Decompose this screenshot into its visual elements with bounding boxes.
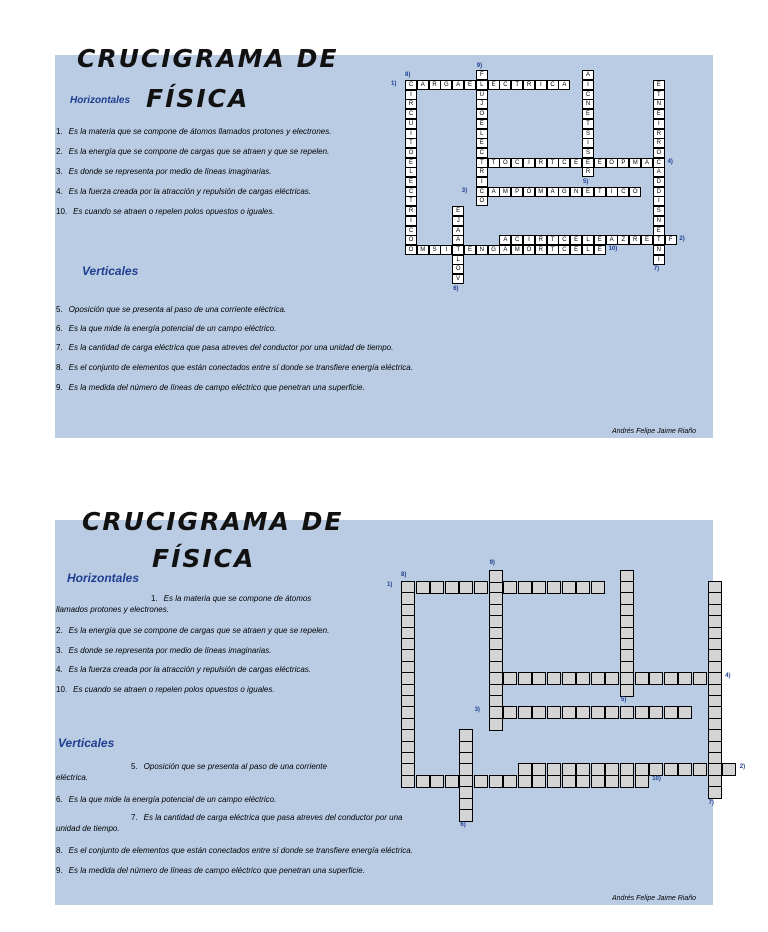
crossword-cell: C bbox=[547, 80, 559, 90]
crossword-cell[interactable] bbox=[401, 775, 415, 788]
crossword-cell: E bbox=[582, 187, 594, 197]
clue-item bbox=[131, 762, 327, 771]
clue-item bbox=[56, 305, 286, 314]
clue-text: Es la energía que se compone de cargas que se atraen y que se repelen. bbox=[68, 147, 330, 156]
crossword-cell: C bbox=[405, 80, 417, 90]
crossword-cell[interactable] bbox=[649, 763, 663, 776]
crossword-cell: R bbox=[476, 167, 488, 177]
crossword-cell: T bbox=[547, 235, 559, 245]
crossword-cell[interactable] bbox=[722, 763, 736, 776]
clue-text: Es la medida del número de líneas de campo eléctrico que penetran una superficie. bbox=[68, 383, 365, 392]
crossword-cell[interactable] bbox=[503, 672, 517, 685]
crossword-cell[interactable] bbox=[664, 672, 678, 685]
crossword-cell: C bbox=[511, 158, 523, 168]
crossword-cell[interactable] bbox=[678, 706, 692, 719]
clue-text: Es cuando se atraen o repelen polos opuestos o iguales. bbox=[73, 207, 275, 216]
crossword-cell: O bbox=[476, 196, 488, 206]
crossword-cell: E bbox=[405, 177, 417, 187]
clue-item bbox=[56, 207, 275, 216]
clue-number-label: 2) bbox=[739, 764, 746, 771]
crossword-cell: N bbox=[476, 245, 488, 255]
crossword-cell: E bbox=[653, 226, 665, 236]
crossword-cell[interactable] bbox=[605, 672, 619, 685]
crossword-cell[interactable] bbox=[532, 775, 546, 788]
crossword-cell: J bbox=[476, 99, 488, 109]
crossword-cell: I bbox=[653, 255, 665, 265]
crossword-cell[interactable] bbox=[503, 706, 517, 719]
crossword-cell: T bbox=[405, 196, 417, 206]
crossword-cell: C bbox=[405, 226, 417, 236]
crossword-cell[interactable] bbox=[562, 581, 576, 594]
crossword-cell[interactable] bbox=[591, 775, 605, 788]
crossword-cell: R bbox=[535, 235, 547, 245]
crossword-cell: N bbox=[653, 245, 665, 255]
crossword-cell[interactable] bbox=[605, 706, 619, 719]
clue-number: 3. bbox=[56, 646, 63, 655]
clue-item bbox=[56, 795, 276, 804]
clue-text: Es la materia que se compone de átomos bbox=[163, 594, 312, 603]
crossword-cell: O bbox=[405, 235, 417, 245]
crossword-cell: L bbox=[582, 245, 594, 255]
crossword-cell: R bbox=[405, 206, 417, 216]
crossword-cell: A bbox=[641, 158, 653, 168]
crossword-cell: C bbox=[617, 187, 629, 197]
crossword-cell: G bbox=[488, 245, 500, 255]
clue-text: Es el conjunto de elementos que están conectados entre sí donde se transfiere energía eléctrica. bbox=[68, 846, 413, 855]
clue-text: Oposición que se presenta al paso de una corriente eléctrica. bbox=[68, 305, 287, 314]
clue-item bbox=[131, 813, 403, 822]
crossword-cell: E bbox=[641, 235, 653, 245]
crossword-cell: F bbox=[476, 70, 488, 80]
crossword-cell: L bbox=[582, 235, 594, 245]
crossword-cell[interactable] bbox=[518, 672, 532, 685]
crossword-cell: E bbox=[476, 119, 488, 129]
clue-item bbox=[56, 846, 413, 855]
crossword-cell: R bbox=[535, 158, 547, 168]
crossword-cell: I bbox=[523, 158, 535, 168]
crossword-cell: I bbox=[405, 216, 417, 226]
crossword-cell: T bbox=[582, 119, 594, 129]
credit: Andrés Felipe Jaime Riaño bbox=[612, 895, 697, 902]
crossword-cell: C bbox=[558, 158, 570, 168]
crossword-cell: V bbox=[452, 274, 464, 284]
crossword-cell: T bbox=[488, 158, 500, 168]
crossword-cell: I bbox=[405, 129, 417, 139]
crossword-cell: E bbox=[488, 80, 500, 90]
crossword-cell: I bbox=[582, 80, 594, 90]
clue-number: 1. bbox=[56, 127, 63, 136]
crossword-cell[interactable] bbox=[532, 581, 546, 594]
clue-number-label: 10) bbox=[652, 775, 661, 782]
crossword-cell: T bbox=[405, 138, 417, 148]
crossword-cell: E bbox=[570, 245, 582, 255]
crossword-cell[interactable] bbox=[591, 706, 605, 719]
crossword-cell[interactable] bbox=[518, 581, 532, 594]
crossword-cell: A bbox=[606, 235, 618, 245]
clue-number-label: 4) bbox=[725, 673, 731, 680]
crossword-cell: C bbox=[582, 90, 594, 100]
clue-number: 4. bbox=[56, 187, 63, 196]
crossword-cell[interactable] bbox=[693, 672, 707, 685]
crossword-cell[interactable] bbox=[430, 775, 444, 788]
clue-item bbox=[56, 147, 329, 156]
crossword-cell: I bbox=[476, 177, 488, 187]
clue-text: Es la cantidad de carga eléctrica que pasa atreves del conductor por una bbox=[143, 813, 403, 822]
crossword-cell: C bbox=[558, 245, 570, 255]
crossword-cell: R bbox=[629, 235, 641, 245]
crossword-cell: R bbox=[653, 138, 665, 148]
clue-number: 10. bbox=[56, 207, 68, 216]
crossword-cell: R bbox=[535, 245, 547, 255]
crossword-cell: T bbox=[594, 187, 606, 197]
crossword-cell: C bbox=[405, 109, 417, 119]
crossword-cell[interactable] bbox=[518, 706, 532, 719]
crossword-cell[interactable] bbox=[576, 775, 590, 788]
crossword-cell: C bbox=[476, 148, 488, 158]
clue-number-label: 7) bbox=[708, 799, 714, 806]
clue-number: 6. bbox=[56, 324, 63, 333]
crossword-cell[interactable] bbox=[547, 672, 561, 685]
clue-item bbox=[56, 167, 271, 176]
crossword-cell[interactable] bbox=[489, 775, 503, 788]
clue-item bbox=[56, 665, 311, 674]
crossword-cell: R bbox=[653, 129, 665, 139]
crossword-cell: E bbox=[452, 206, 464, 216]
crossword-cell: P bbox=[511, 187, 523, 197]
crossword-cell: E bbox=[594, 245, 606, 255]
clue-number-label: 1) bbox=[391, 81, 397, 87]
crossword-cell: S bbox=[653, 206, 665, 216]
crossword-cell[interactable] bbox=[459, 809, 473, 822]
crossword-cell: E bbox=[594, 158, 606, 168]
clue-number: 2. bbox=[56, 147, 63, 156]
crossword-cell: M bbox=[511, 245, 523, 255]
crossword-cell: M bbox=[535, 187, 547, 197]
page-title: CRUCIGRAMA DE bbox=[77, 44, 339, 73]
crossword-cell: C bbox=[558, 235, 570, 245]
crossword-cell: D bbox=[653, 187, 665, 197]
crossword-cell[interactable] bbox=[489, 570, 503, 583]
clue-number-label: 4) bbox=[667, 158, 673, 165]
crossword-cell: N bbox=[653, 216, 665, 226]
crossword-cell[interactable] bbox=[678, 763, 692, 776]
clue-number: 7. bbox=[56, 343, 63, 352]
crossword-cell: C bbox=[499, 80, 511, 90]
crossword-cell: L bbox=[476, 80, 488, 90]
clue-number: 10. bbox=[56, 685, 68, 694]
crossword-cell: S bbox=[582, 148, 594, 158]
horizontales-heading: Horizontales bbox=[70, 95, 131, 106]
crossword-cell[interactable] bbox=[605, 775, 619, 788]
crossword-cell: T bbox=[653, 235, 665, 245]
clue-text-continued: eléctrica. bbox=[56, 773, 89, 782]
crossword-cell: G bbox=[440, 80, 452, 90]
page-title: CRUCIGRAMA DE bbox=[82, 507, 344, 536]
crossword-cell[interactable] bbox=[635, 775, 649, 788]
crossword-cell[interactable] bbox=[532, 672, 546, 685]
crossword-cell: E bbox=[653, 80, 665, 90]
crossword-cell[interactable] bbox=[503, 581, 517, 594]
clue-text: Es la cantidad de carga eléctrica que pasa atreves del conductor por una unidad de tiempo. bbox=[68, 343, 394, 352]
crossword-cell: D bbox=[653, 177, 665, 187]
crossword-cell[interactable] bbox=[620, 706, 634, 719]
clue-number: 5. bbox=[56, 305, 63, 314]
clue-number-label: 8) bbox=[405, 72, 411, 79]
clue-text: Es la medida del número de líneas de campo eléctrico que penetran una superficie. bbox=[68, 866, 365, 875]
clue-text: Oposición que se presenta al paso de una corriente bbox=[143, 762, 327, 771]
clue-number-label: 3) bbox=[474, 707, 480, 714]
crossword-cell: O bbox=[523, 187, 535, 197]
crossword-cell: O bbox=[405, 245, 417, 255]
clue-number-label: 9) bbox=[489, 560, 495, 567]
crossword-cell: C bbox=[653, 158, 665, 168]
crossword-cell: A bbox=[452, 80, 464, 90]
clue-item bbox=[56, 324, 276, 333]
crossword-cell[interactable] bbox=[547, 775, 561, 788]
crossword-cell[interactable] bbox=[576, 706, 590, 719]
crossword-cell[interactable] bbox=[503, 775, 517, 788]
clue-number: 8. bbox=[56, 846, 63, 855]
crossword-cell: G bbox=[558, 187, 570, 197]
crossword-cell[interactable] bbox=[547, 581, 561, 594]
crossword-cell: C bbox=[511, 235, 523, 245]
clue-text: Es la que mide la energía potencial de un campo eléctrico. bbox=[68, 795, 277, 804]
clue-number-label: 8) bbox=[401, 571, 407, 578]
crossword-cell: I bbox=[653, 119, 665, 129]
crossword-cell: O bbox=[523, 245, 535, 255]
crossword-cell: O bbox=[653, 148, 665, 158]
clue-text-continued: unidad de tiempo. bbox=[56, 824, 120, 833]
verticales-heading: Verticales bbox=[58, 736, 115, 750]
crossword-cell[interactable] bbox=[474, 581, 488, 594]
crossword-cell: N bbox=[582, 99, 594, 109]
clue-item bbox=[56, 127, 331, 136]
crossword-cell[interactable] bbox=[416, 775, 430, 788]
clue-number: 9. bbox=[56, 866, 63, 875]
crossword-cell: R bbox=[405, 99, 417, 109]
crossword-cell: O bbox=[606, 158, 618, 168]
page-title-line2: FÍSICA bbox=[146, 84, 250, 113]
clue-text: Es la que mide la energía potencial de un campo eléctrico. bbox=[68, 324, 277, 333]
crossword-cell: L bbox=[476, 129, 488, 139]
crossword-cell[interactable] bbox=[576, 581, 590, 594]
crossword-cell: T bbox=[511, 80, 523, 90]
crossword-cell: T bbox=[653, 90, 665, 100]
crossword-cell: E bbox=[405, 158, 417, 168]
crossword-cell: T bbox=[547, 245, 559, 255]
crossword-cell: J bbox=[452, 216, 464, 226]
crossword-cell[interactable] bbox=[445, 775, 459, 788]
crossword-cell: E bbox=[570, 235, 582, 245]
clue-number-label: 3) bbox=[461, 187, 468, 194]
crossword-cell[interactable] bbox=[635, 672, 649, 685]
verticales-heading: Verticales bbox=[82, 264, 139, 278]
crossword-cell[interactable] bbox=[693, 763, 707, 776]
clue-number: 6. bbox=[56, 795, 63, 804]
crossword-cell[interactable] bbox=[664, 763, 678, 776]
crossword-cell: C bbox=[405, 187, 417, 197]
clue-text: Es la fuerza creada por la atracción y repulsión de cargas eléctricas. bbox=[68, 187, 312, 196]
clue-number: 3. bbox=[56, 167, 63, 176]
crossword-cell: M bbox=[629, 158, 641, 168]
crossword-cell: S bbox=[429, 245, 441, 255]
crossword-cell: O bbox=[405, 148, 417, 158]
crossword-cell: A bbox=[499, 235, 511, 245]
clue-number: 5. bbox=[131, 762, 138, 771]
crossword-cell[interactable] bbox=[562, 672, 576, 685]
clue-text: Es el conjunto de elementos que están conectados entre sí donde se transfiere energía eléctrica. bbox=[68, 363, 413, 372]
clue-item bbox=[56, 363, 413, 372]
crossword-cell[interactable] bbox=[489, 718, 503, 731]
crossword-cell: I bbox=[582, 138, 594, 148]
clue-text: Es la energía que se compone de cargas que se atraen y que se repelen. bbox=[68, 626, 330, 635]
clue-number-label: 9) bbox=[476, 62, 483, 69]
crossword-cell: E bbox=[594, 235, 606, 245]
crossword-cell: A bbox=[488, 187, 500, 197]
clue-item bbox=[56, 866, 365, 875]
crossword-cell[interactable] bbox=[518, 775, 532, 788]
crossword-cell[interactable] bbox=[620, 775, 634, 788]
clue-number-label: 2) bbox=[679, 236, 685, 243]
crossword-cell: A bbox=[499, 245, 511, 255]
crossword-cell: R bbox=[523, 80, 535, 90]
crossword-cell[interactable] bbox=[591, 672, 605, 685]
page-title-line2: FÍSICA bbox=[152, 544, 256, 573]
crossword-cell: A bbox=[653, 167, 665, 177]
clue-item bbox=[56, 626, 329, 635]
clue-number: 1. bbox=[151, 594, 158, 603]
clue-number-label: 5) bbox=[621, 697, 627, 703]
horizontales-heading: Horizontales bbox=[67, 571, 140, 585]
crossword-cell: E bbox=[570, 158, 582, 168]
crossword-cell[interactable] bbox=[562, 706, 576, 719]
crossword-cell: E bbox=[464, 80, 476, 90]
clue-item bbox=[151, 594, 311, 603]
crossword-cell[interactable] bbox=[649, 672, 663, 685]
crossword-cell: M bbox=[499, 187, 511, 197]
clue-text: Es donde se representa por medio de líneas imaginarias. bbox=[68, 646, 272, 655]
crossword-cell: F bbox=[665, 235, 677, 245]
clue-item bbox=[56, 383, 365, 392]
crossword-cell: E bbox=[476, 138, 488, 148]
crossword-cell: E bbox=[582, 109, 594, 119]
clue-number-label: 6) bbox=[460, 822, 466, 829]
clue-number-label: 7) bbox=[653, 266, 660, 273]
crossword-cell: U bbox=[405, 119, 417, 129]
crossword-cell: T bbox=[547, 158, 559, 168]
crossword-cell: O bbox=[476, 109, 488, 119]
crossword-cell: P bbox=[617, 158, 629, 168]
crossword-cell: O bbox=[499, 158, 511, 168]
crossword-cell: E bbox=[582, 158, 594, 168]
clue-number-label: 6) bbox=[453, 285, 459, 292]
crossword-cell[interactable] bbox=[635, 706, 649, 719]
crossword-cell: S bbox=[582, 129, 594, 139]
crossword-cell[interactable] bbox=[532, 706, 546, 719]
crossword-cell: N bbox=[653, 99, 665, 109]
crossword-cell[interactable] bbox=[445, 581, 459, 594]
crossword-cell: U bbox=[476, 90, 488, 100]
crossword-cell: I bbox=[523, 235, 535, 245]
crossword-cell: A bbox=[452, 226, 464, 236]
crossword-cell: I bbox=[606, 187, 618, 197]
crossword-cell: E bbox=[653, 109, 665, 119]
clue-text: Es la fuerza creada por la atracción y repulsión de cargas eléctricas. bbox=[68, 665, 312, 674]
crossword-cell: I bbox=[653, 196, 665, 206]
clue-text-continued: llamados protones y electrones. bbox=[56, 605, 169, 614]
crossword-cell[interactable] bbox=[430, 581, 444, 594]
crossword-cell: I bbox=[440, 245, 452, 255]
crossword-cell: A bbox=[558, 80, 570, 90]
clue-number: 7. bbox=[131, 813, 138, 822]
crossword-cell[interactable] bbox=[678, 672, 692, 685]
crossword-cell: O bbox=[452, 264, 464, 274]
crossword-cell[interactable] bbox=[576, 672, 590, 685]
crossword-cell: N bbox=[570, 187, 582, 197]
crossword-cell[interactable] bbox=[649, 706, 663, 719]
crossword-cell: A bbox=[582, 70, 594, 80]
crossword-cell: L bbox=[405, 167, 417, 177]
clue-item bbox=[56, 187, 311, 196]
crossword-cell: L bbox=[452, 255, 464, 265]
clue-number: 2. bbox=[56, 626, 63, 635]
clue-number: 4. bbox=[56, 665, 63, 674]
crossword-cell: O bbox=[629, 187, 641, 197]
clue-item bbox=[56, 343, 393, 352]
crossword-cell[interactable] bbox=[708, 786, 722, 799]
crossword-cell: R bbox=[429, 80, 441, 90]
clue-number: 8. bbox=[56, 363, 63, 372]
crossword-cell: A bbox=[547, 187, 559, 197]
crossword-cell: M bbox=[417, 245, 429, 255]
crossword-cell: R bbox=[582, 167, 594, 177]
crossword-cell[interactable] bbox=[591, 581, 605, 594]
crossword-cell: T bbox=[452, 245, 464, 255]
clue-number-label: 10) bbox=[608, 245, 618, 252]
crossword-cell: T bbox=[476, 158, 488, 168]
crossword-cell[interactable] bbox=[664, 706, 678, 719]
crossword-cell: I bbox=[405, 90, 417, 100]
crossword-cell[interactable] bbox=[547, 706, 561, 719]
clue-text: Es la materia que se compone de átomos llamados protones y electrones. bbox=[68, 127, 332, 136]
crossword-cell: A bbox=[452, 235, 464, 245]
crossword-cell: I bbox=[535, 80, 547, 90]
clue-number: 9. bbox=[56, 383, 63, 392]
crossword-cell: Z bbox=[617, 235, 629, 245]
crossword-cell: E bbox=[464, 245, 476, 255]
crossword-cell: C bbox=[476, 187, 488, 197]
clue-item bbox=[56, 646, 271, 655]
crossword-cell[interactable] bbox=[620, 684, 634, 697]
clue-number-label: 1) bbox=[387, 582, 393, 588]
clue-item bbox=[56, 685, 275, 694]
crossword-cell[interactable] bbox=[474, 775, 488, 788]
clue-text: Es cuando se atraen o repelen polos opuestos o iguales. bbox=[73, 685, 275, 694]
crossword-cell[interactable] bbox=[459, 581, 473, 594]
clue-number-label: 5) bbox=[583, 179, 589, 185]
crossword-cell[interactable] bbox=[562, 775, 576, 788]
crossword-cell[interactable] bbox=[416, 581, 430, 594]
clue-text: Es donde se representa por medio de líneas imaginarias. bbox=[68, 167, 272, 176]
credit: Andrés Felipe Jaime Riaño bbox=[612, 428, 697, 435]
crossword-cell: A bbox=[417, 80, 429, 90]
